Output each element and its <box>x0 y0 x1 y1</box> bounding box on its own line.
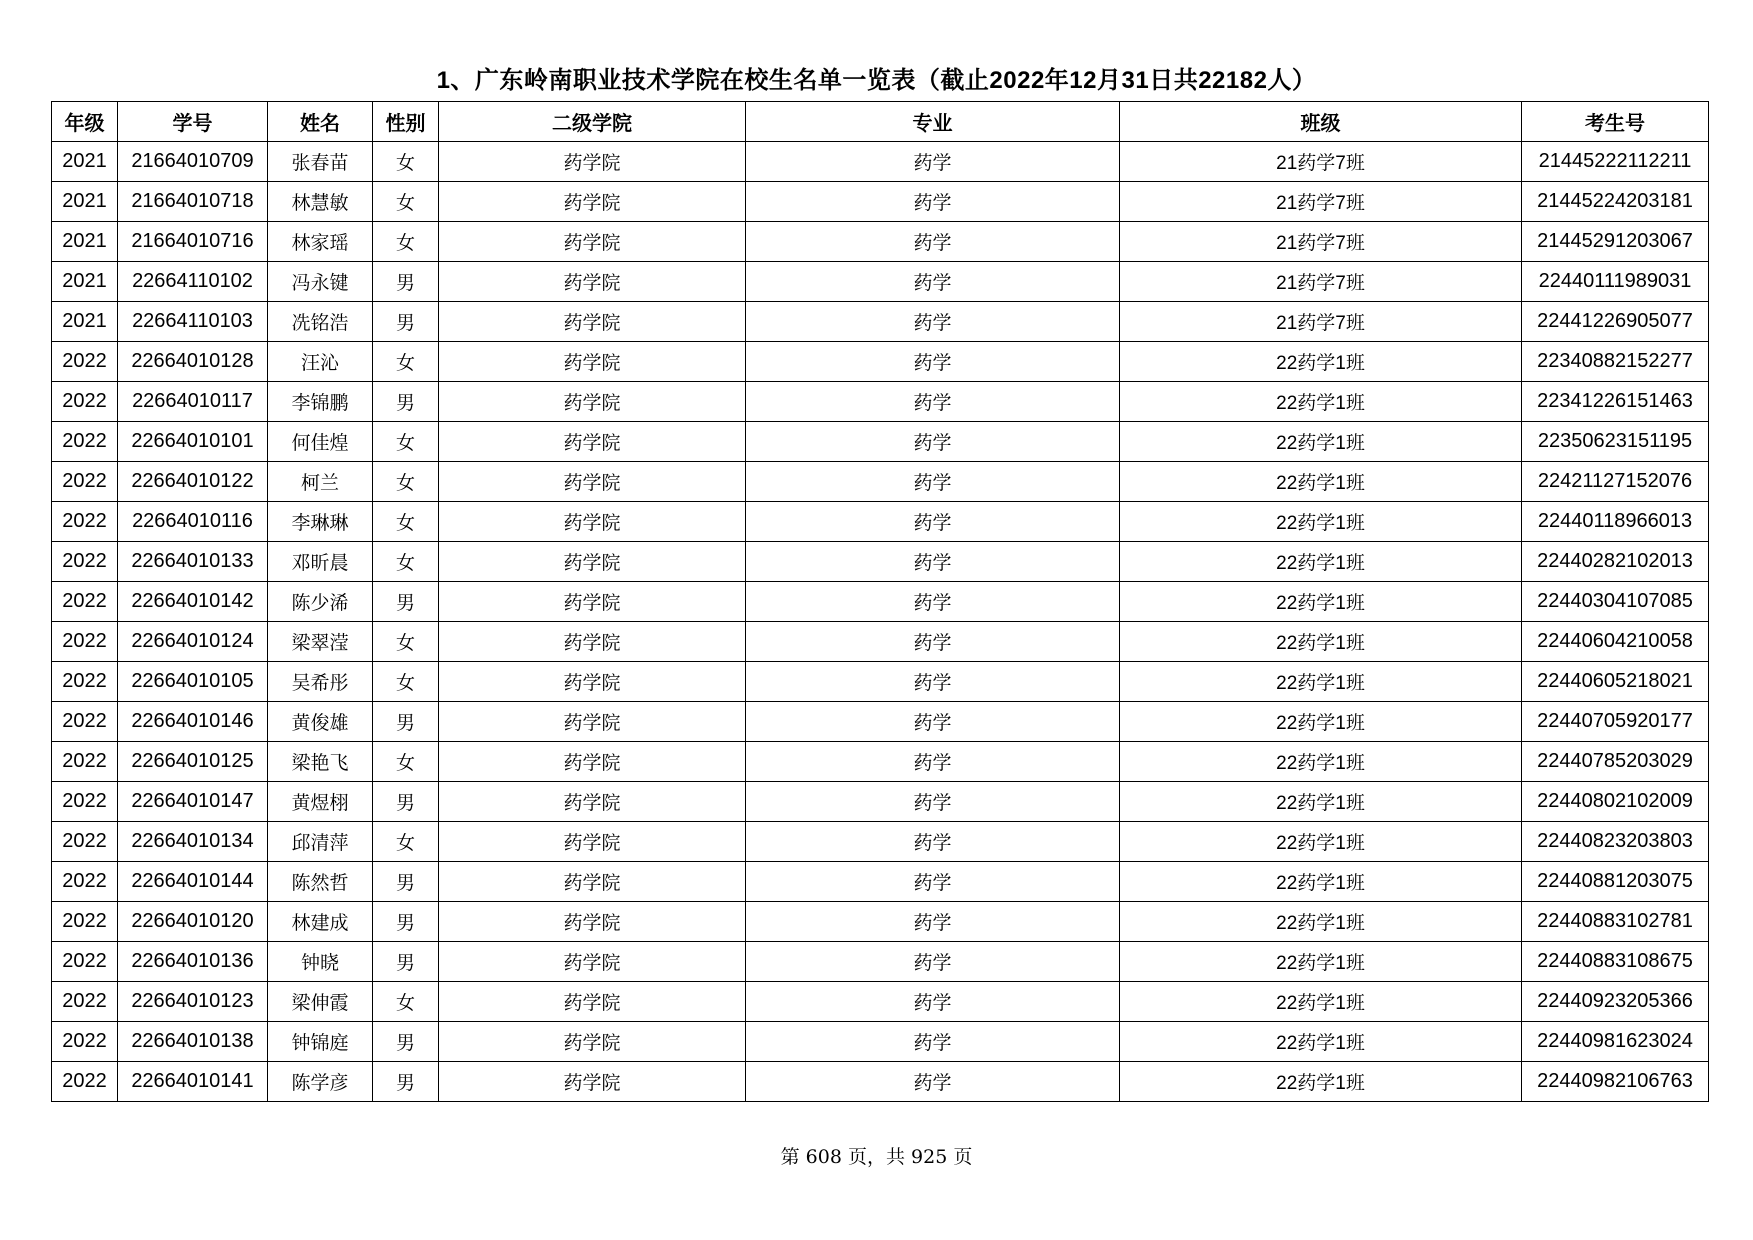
cell-grade: 2021 <box>52 182 118 222</box>
column-header-major: 专业 <box>746 102 1120 142</box>
cell-exam-id: 22341226151463 <box>1522 382 1709 422</box>
cell-exam-id: 22440785203029 <box>1522 742 1709 782</box>
cell-name: 冯永键 <box>268 262 373 302</box>
cell-grade: 2021 <box>52 142 118 182</box>
cell-class: 22药学1班 <box>1120 942 1522 982</box>
cell-student-id: 22664010133 <box>118 542 268 582</box>
column-header-college: 二级学院 <box>439 102 746 142</box>
cell-name: 李琳琳 <box>268 502 373 542</box>
cell-grade: 2022 <box>52 942 118 982</box>
cell-class: 22药学1班 <box>1120 1062 1522 1102</box>
table-row <box>52 702 1709 742</box>
table-row <box>52 902 1709 942</box>
cell-major: 药学 <box>746 622 1120 662</box>
cell-exam-id: 22440881203075 <box>1522 862 1709 902</box>
cell-exam-id: 22440923205366 <box>1522 982 1709 1022</box>
cell-exam-id: 22440705920177 <box>1522 702 1709 742</box>
cell-grade: 2022 <box>52 422 118 462</box>
cell-exam-id: 22440111989031 <box>1522 262 1709 302</box>
cell-name: 陈学彦 <box>268 1062 373 1102</box>
cell-class: 22药学1班 <box>1120 382 1522 422</box>
cell-major: 药学 <box>746 1062 1120 1102</box>
cell-major: 药学 <box>746 462 1120 502</box>
cell-class: 22药学1班 <box>1120 862 1522 902</box>
cell-grade: 2022 <box>52 502 118 542</box>
cell-student-id: 22664010105 <box>118 662 268 702</box>
cell-college: 药学院 <box>439 622 746 662</box>
table-row <box>52 1022 1709 1062</box>
cell-gender: 男 <box>373 862 439 902</box>
cell-college: 药学院 <box>439 1062 746 1102</box>
cell-gender: 女 <box>373 182 439 222</box>
cell-college: 药学院 <box>439 662 746 702</box>
cell-major: 药学 <box>746 742 1120 782</box>
cell-exam-id: 22340882152277 <box>1522 342 1709 382</box>
cell-name: 黄俊雄 <box>268 702 373 742</box>
cell-class: 22药学1班 <box>1120 982 1522 1022</box>
cell-college: 药学院 <box>439 702 746 742</box>
cell-college: 药学院 <box>439 502 746 542</box>
cell-class: 22药学1班 <box>1120 782 1522 822</box>
column-header-gender: 性别 <box>373 102 439 142</box>
cell-name: 冼铭浩 <box>268 302 373 342</box>
table-row <box>52 942 1709 982</box>
cell-class: 22药学1班 <box>1120 822 1522 862</box>
cell-grade: 2022 <box>52 662 118 702</box>
cell-exam-id: 22440604210058 <box>1522 622 1709 662</box>
cell-gender: 女 <box>373 622 439 662</box>
cell-student-id: 21664010718 <box>118 182 268 222</box>
cell-gender: 女 <box>373 662 439 702</box>
cell-class: 21药学7班 <box>1120 142 1522 182</box>
table-row <box>52 142 1709 182</box>
cell-gender: 男 <box>373 582 439 622</box>
cell-exam-id: 22440282102013 <box>1522 542 1709 582</box>
cell-exam-id: 22440304107085 <box>1522 582 1709 622</box>
cell-exam-id: 22440982106763 <box>1522 1062 1709 1102</box>
cell-student-id: 22664010136 <box>118 942 268 982</box>
cell-class: 21药学7班 <box>1120 182 1522 222</box>
cell-name: 邓昕晨 <box>268 542 373 582</box>
cell-student-id: 22664010125 <box>118 742 268 782</box>
cell-grade: 2022 <box>52 862 118 902</box>
cell-grade: 2022 <box>52 1022 118 1062</box>
cell-gender: 女 <box>373 142 439 182</box>
column-header-exam-id: 考生号 <box>1522 102 1709 142</box>
cell-exam-id: 22440883108675 <box>1522 942 1709 982</box>
table-row <box>52 262 1709 302</box>
cell-major: 药学 <box>746 142 1120 182</box>
cell-college: 药学院 <box>439 142 746 182</box>
cell-college: 药学院 <box>439 942 746 982</box>
cell-gender: 男 <box>373 1062 439 1102</box>
cell-major: 药学 <box>746 502 1120 542</box>
cell-gender: 男 <box>373 782 439 822</box>
cell-student-id: 22664110102 <box>118 262 268 302</box>
cell-class: 22药学1班 <box>1120 462 1522 502</box>
cell-gender: 女 <box>373 822 439 862</box>
cell-college: 药学院 <box>439 902 746 942</box>
cell-gender: 男 <box>373 942 439 982</box>
cell-name: 梁艳飞 <box>268 742 373 782</box>
cell-exam-id: 22440883102781 <box>1522 902 1709 942</box>
cell-major: 药学 <box>746 1022 1120 1062</box>
cell-college: 药学院 <box>439 822 746 862</box>
cell-exam-id: 21445222112211 <box>1522 142 1709 182</box>
cell-college: 药学院 <box>439 542 746 582</box>
cell-exam-id: 22421127152076 <box>1522 462 1709 502</box>
cell-exam-id: 22440802102009 <box>1522 782 1709 822</box>
cell-grade: 2022 <box>52 462 118 502</box>
cell-student-id: 22664010142 <box>118 582 268 622</box>
cell-class: 22药学1班 <box>1120 422 1522 462</box>
table-row <box>52 1062 1709 1102</box>
cell-class: 22药学1班 <box>1120 342 1522 382</box>
cell-college: 药学院 <box>439 782 746 822</box>
cell-exam-id: 21445291203067 <box>1522 222 1709 262</box>
table-row <box>52 502 1709 542</box>
cell-name: 吴希彤 <box>268 662 373 702</box>
cell-gender: 男 <box>373 902 439 942</box>
cell-major: 药学 <box>746 822 1120 862</box>
table-body <box>52 142 1709 1102</box>
cell-major: 药学 <box>746 342 1120 382</box>
cell-name: 汪沁 <box>268 342 373 382</box>
cell-class: 21药学7班 <box>1120 222 1522 262</box>
cell-student-id: 22664010128 <box>118 342 268 382</box>
cell-gender: 男 <box>373 262 439 302</box>
table-row <box>52 182 1709 222</box>
cell-grade: 2022 <box>52 902 118 942</box>
cell-student-id: 22664010147 <box>118 782 268 822</box>
table-row <box>52 622 1709 662</box>
column-header-student-id: 学号 <box>118 102 268 142</box>
table-row <box>52 662 1709 702</box>
cell-class: 22药学1班 <box>1120 662 1522 702</box>
cell-exam-id: 22440605218021 <box>1522 662 1709 702</box>
cell-gender: 女 <box>373 422 439 462</box>
cell-grade: 2022 <box>52 542 118 582</box>
cell-grade: 2022 <box>52 382 118 422</box>
table-row <box>52 742 1709 782</box>
cell-name: 林家瑶 <box>268 222 373 262</box>
cell-college: 药学院 <box>439 742 746 782</box>
cell-exam-id: 22350623151195 <box>1522 422 1709 462</box>
cell-name: 梁伸霞 <box>268 982 373 1022</box>
cell-major: 药学 <box>746 422 1120 462</box>
column-header-class: 班级 <box>1120 102 1522 142</box>
cell-student-id: 22664010141 <box>118 1062 268 1102</box>
table-row <box>52 382 1709 422</box>
cell-college: 药学院 <box>439 302 746 342</box>
cell-class: 22药学1班 <box>1120 502 1522 542</box>
cell-gender: 女 <box>373 222 439 262</box>
cell-grade: 2022 <box>52 782 118 822</box>
cell-student-id: 22664010123 <box>118 982 268 1022</box>
cell-class: 22药学1班 <box>1120 742 1522 782</box>
cell-grade: 2022 <box>52 1062 118 1102</box>
cell-grade: 2022 <box>52 702 118 742</box>
cell-name: 张春苗 <box>268 142 373 182</box>
cell-student-id: 22664010101 <box>118 422 268 462</box>
table-row <box>52 462 1709 502</box>
cell-gender: 女 <box>373 502 439 542</box>
cell-gender: 男 <box>373 702 439 742</box>
table-header-row <box>52 102 1709 142</box>
cell-student-id: 22664010122 <box>118 462 268 502</box>
table-row <box>52 982 1709 1022</box>
cell-student-id: 22664010117 <box>118 382 268 422</box>
cell-exam-id: 22440118966013 <box>1522 502 1709 542</box>
table-row <box>52 822 1709 862</box>
column-header-name: 姓名 <box>268 102 373 142</box>
cell-college: 药学院 <box>439 982 746 1022</box>
cell-class: 22药学1班 <box>1120 622 1522 662</box>
cell-student-id: 22664110103 <box>118 302 268 342</box>
cell-student-id: 22664010116 <box>118 502 268 542</box>
table-row <box>52 782 1709 822</box>
cell-major: 药学 <box>746 982 1120 1022</box>
cell-college: 药学院 <box>439 182 746 222</box>
cell-class: 22药学1班 <box>1120 702 1522 742</box>
cell-name: 梁翠滢 <box>268 622 373 662</box>
cell-college: 药学院 <box>439 262 746 302</box>
cell-college: 药学院 <box>439 862 746 902</box>
cell-grade: 2021 <box>52 302 118 342</box>
cell-class: 22药学1班 <box>1120 1022 1522 1062</box>
cell-major: 药学 <box>746 702 1120 742</box>
cell-major: 药学 <box>746 662 1120 702</box>
cell-exam-id: 22441226905077 <box>1522 302 1709 342</box>
cell-college: 药学院 <box>439 582 746 622</box>
cell-grade: 2022 <box>52 342 118 382</box>
cell-major: 药学 <box>746 902 1120 942</box>
cell-exam-id: 22440823203803 <box>1522 822 1709 862</box>
cell-major: 药学 <box>746 542 1120 582</box>
cell-class: 22药学1班 <box>1120 542 1522 582</box>
cell-name: 陈然哲 <box>268 862 373 902</box>
cell-gender: 女 <box>373 462 439 502</box>
cell-exam-id: 21445224203181 <box>1522 182 1709 222</box>
cell-student-id: 22664010138 <box>118 1022 268 1062</box>
cell-name: 钟锦庭 <box>268 1022 373 1062</box>
cell-grade: 2022 <box>52 982 118 1022</box>
cell-name: 李锦鹏 <box>268 382 373 422</box>
cell-class: 22药学1班 <box>1120 582 1522 622</box>
cell-grade: 2021 <box>52 222 118 262</box>
cell-student-id: 22664010146 <box>118 702 268 742</box>
cell-name: 何佳煌 <box>268 422 373 462</box>
table-row <box>52 862 1709 902</box>
cell-student-id: 22664010124 <box>118 622 268 662</box>
cell-name: 陈少浠 <box>268 582 373 622</box>
cell-grade: 2021 <box>52 262 118 302</box>
cell-major: 药学 <box>746 582 1120 622</box>
cell-class: 21药学7班 <box>1120 302 1522 342</box>
cell-student-id: 22664010134 <box>118 822 268 862</box>
cell-student-id: 21664010716 <box>118 222 268 262</box>
cell-gender: 女 <box>373 982 439 1022</box>
table-row <box>52 302 1709 342</box>
table-row <box>52 342 1709 382</box>
cell-name: 林慧敏 <box>268 182 373 222</box>
cell-major: 药学 <box>746 262 1120 302</box>
table-row <box>52 422 1709 462</box>
cell-major: 药学 <box>746 862 1120 902</box>
student-roster-table <box>51 101 1709 1102</box>
table-row <box>52 222 1709 262</box>
cell-gender: 女 <box>373 542 439 582</box>
cell-name: 钟晓 <box>268 942 373 982</box>
cell-gender: 男 <box>373 302 439 342</box>
cell-name: 黄煜栩 <box>268 782 373 822</box>
cell-gender: 女 <box>373 342 439 382</box>
document-title: 1、广东岭南职业技术学院在校生名单一览表（截止2022年12月31日共22182人） <box>436 67 1317 94</box>
cell-major: 药学 <box>746 302 1120 342</box>
cell-name: 林建成 <box>268 902 373 942</box>
cell-college: 药学院 <box>439 1022 746 1062</box>
column-header-grade: 年级 <box>52 102 118 142</box>
cell-name: 邱清萍 <box>268 822 373 862</box>
cell-student-id: 21664010709 <box>118 142 268 182</box>
cell-student-id: 22664010144 <box>118 862 268 902</box>
cell-major: 药学 <box>746 382 1120 422</box>
cell-major: 药学 <box>746 222 1120 262</box>
cell-grade: 2022 <box>52 622 118 662</box>
cell-name: 柯兰 <box>268 462 373 502</box>
cell-major: 药学 <box>746 182 1120 222</box>
cell-major: 药学 <box>746 782 1120 822</box>
cell-gender: 男 <box>373 1022 439 1062</box>
cell-grade: 2022 <box>52 582 118 622</box>
cell-major: 药学 <box>746 942 1120 982</box>
cell-class: 21药学7班 <box>1120 262 1522 302</box>
cell-college: 药学院 <box>439 222 746 262</box>
cell-class: 22药学1班 <box>1120 902 1522 942</box>
cell-college: 药学院 <box>439 462 746 502</box>
cell-gender: 男 <box>373 382 439 422</box>
page-number-footer: 第 608 页，共 925 页 <box>780 1146 973 1168</box>
cell-gender: 女 <box>373 742 439 782</box>
cell-college: 药学院 <box>439 342 746 382</box>
cell-grade: 2022 <box>52 742 118 782</box>
cell-exam-id: 22440981623024 <box>1522 1022 1709 1062</box>
cell-college: 药学院 <box>439 422 746 462</box>
cell-grade: 2022 <box>52 822 118 862</box>
cell-student-id: 22664010120 <box>118 902 268 942</box>
table-row <box>52 582 1709 622</box>
cell-college: 药学院 <box>439 382 746 422</box>
table-row <box>52 542 1709 582</box>
